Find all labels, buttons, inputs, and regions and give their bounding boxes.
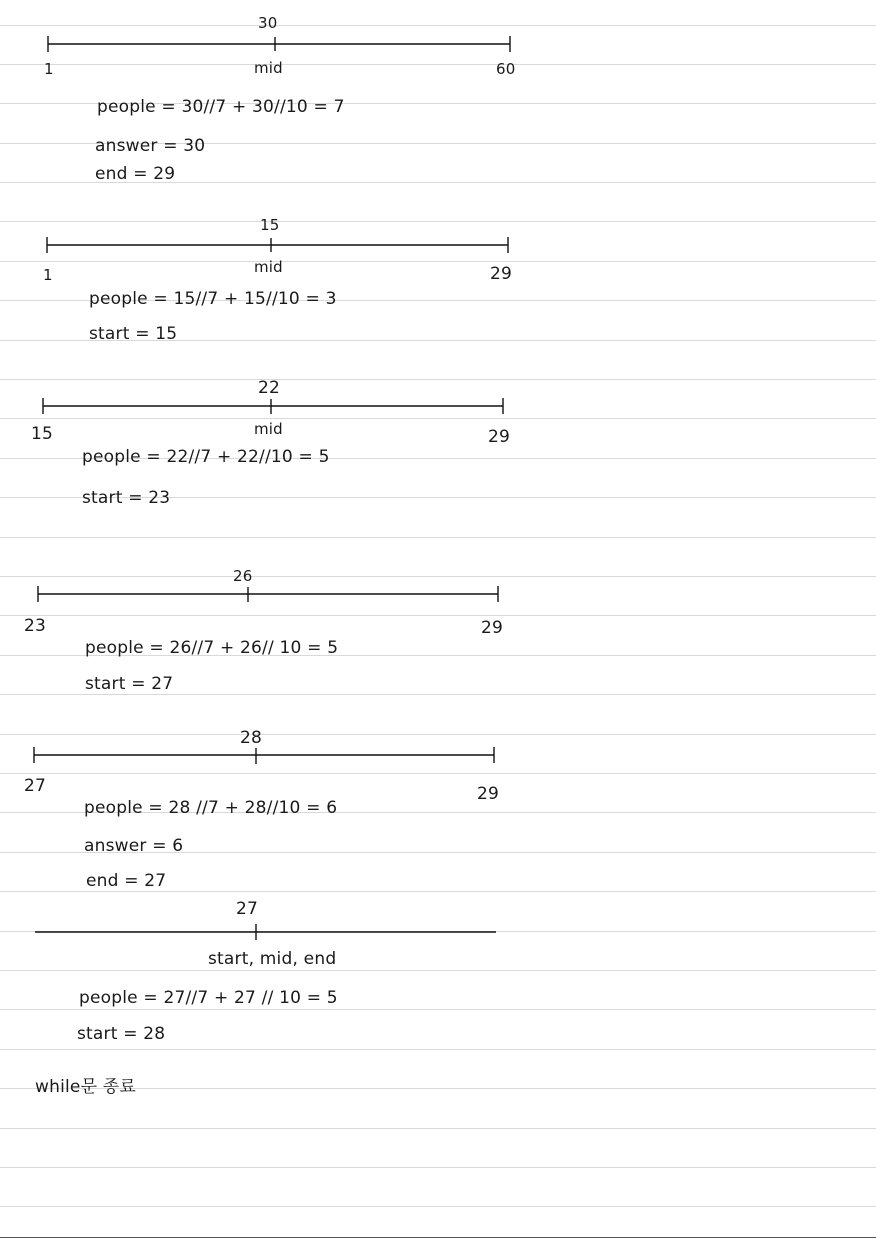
- range-end-label: 29: [490, 264, 513, 284]
- people-equation: people = 27//7 + 27 // 10 = 5: [79, 988, 338, 1008]
- number-line-4: [38, 586, 498, 602]
- mid-value: 22: [258, 378, 281, 398]
- range-start-label: 1: [43, 266, 53, 284]
- people-equation: people = 30//7 + 30//10 = 7: [97, 97, 345, 117]
- number-line-6: [35, 924, 496, 940]
- mid-label: mid: [254, 59, 283, 77]
- people-equation: people = 28 //7 + 28//10 = 6: [84, 798, 338, 818]
- end-assignment: end = 27: [86, 871, 167, 891]
- answer-assignment: answer = 6: [84, 836, 184, 856]
- range-start-label: 23: [24, 616, 47, 636]
- number-line-5: [34, 747, 494, 764]
- people-equation: people = 26//7 + 26// 10 = 5: [85, 638, 339, 658]
- people-equation: people = 15//7 + 15//10 = 3: [89, 289, 337, 309]
- range-end-label: 29: [481, 618, 504, 638]
- mid-value: 26: [233, 567, 253, 585]
- pointer-label: start, mid, end: [208, 949, 337, 969]
- range-end-label: 29: [477, 784, 500, 804]
- end-assignment: end = 29: [95, 164, 176, 184]
- number-line-2: [47, 237, 508, 253]
- mid-value: 30: [258, 14, 278, 32]
- mid-value: 15: [260, 216, 280, 234]
- loop-end-note: while문 종료: [35, 1077, 137, 1097]
- number-line-3: [43, 398, 503, 414]
- range-start-label: 27: [24, 776, 47, 796]
- people-equation: people = 22//7 + 22//10 = 5: [82, 447, 330, 467]
- mid-value: 27: [236, 899, 259, 919]
- range-end-label: 29: [488, 427, 511, 447]
- start-assignment: start = 15: [89, 324, 178, 344]
- range-start-label: 1: [44, 60, 54, 78]
- start-assignment: start = 27: [85, 674, 174, 694]
- start-assignment: start = 23: [82, 488, 171, 508]
- range-start-label: 15: [31, 424, 54, 444]
- mid-label: mid: [254, 420, 283, 438]
- range-end-label: 60: [496, 60, 516, 78]
- start-assignment: start = 28: [77, 1024, 166, 1044]
- number-line-1: [48, 36, 510, 52]
- mid-label: mid: [254, 258, 283, 276]
- answer-assignment: answer = 30: [95, 136, 206, 156]
- mid-value: 28: [240, 728, 263, 748]
